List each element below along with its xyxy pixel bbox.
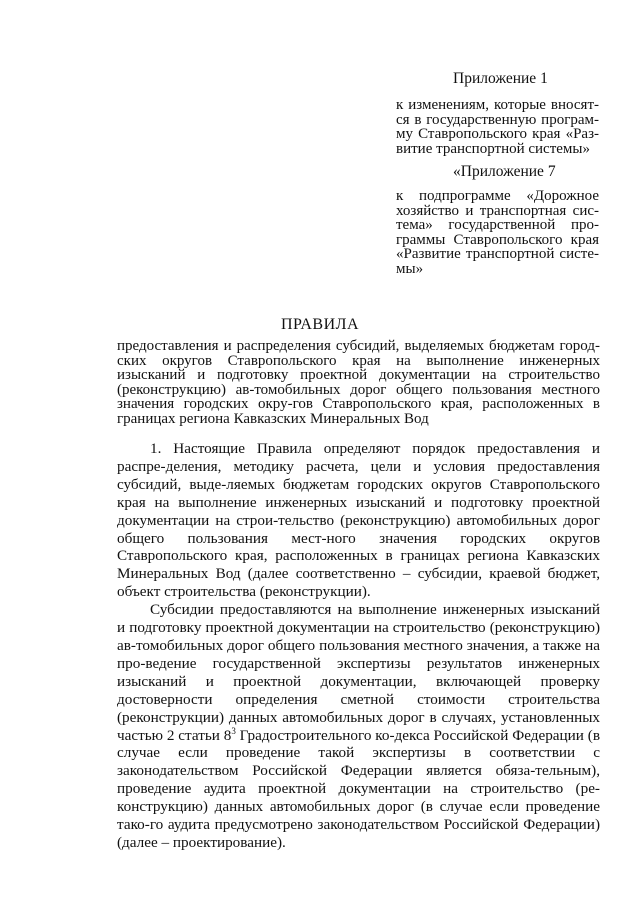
appendix-7-title: «Приложение 7	[453, 163, 556, 180]
paragraph-2-text-b: Градостроительного ко-декса Российской Федерации (в случае если проведение такой экспертизы в соответствии с законодательством Российской Федерации является обяза-тельным), проведение аудита проектной документации на строительство (ре-конструкцию) данных автомобильных дорог (в случае если проведение тако-го аудита предусмотрено законодательством Российской Федерации) (далее – проектирование).	[117, 726, 600, 851]
appendix-description: к изменениям, которые вносят-ся в государственную програм-му Ставропольского края «Раз-витие транспортной системы»	[396, 97, 599, 157]
paragraph-1: 1. Настоящие Правила определяют порядок предоставления и распре-деления, методику расчета, цели и условия предоставления субсидий, выде-ляемых бюджетам городских округов Ставропольского края на выполнение инженерных изысканий и подготовку проектной документации на строи-тельство (реконструкцию) автомобильных дорог общего пользования мест-ного значения городских округов Ставропольского края, расположенных в границах региона Кавказских Минеральных Вод (далее соответственно – субсидии, краевой бюджет, объект строительства (реконструкции).	[117, 440, 600, 601]
article-superscript: 3	[231, 725, 236, 736]
paragraph-2-text-a: Субсидии предоставляются на выполнение инженерных изысканий и подготовку проектной документации на строительство (реконструкцию) ав-томобильных дорог общего пользования местного значения, а также на про-ведение государственной экспертизы результатов инженерных изысканий и проектной документации, включающей проверку достоверности определения сметной стоимости строительства (реконструкции) данных автомобильных дорог в случаях, установленных частью 2 статьи 8	[117, 601, 600, 744]
rules-heading: ПРАВИЛА	[280, 316, 360, 333]
rules-subtitle: предоставления и распределения субсидий, выделяемых бюджетам город-ских округов Ставропольского края на выполнение инженерных изысканий и подготовку проектной документации на строительство (реконструкцию) ав-томобильных дорог общего пользования местного значения городских окру-гов Ставропольского края, расположенных в границах региона Кавказских Минеральных Вод	[117, 338, 600, 427]
appendix-title: Приложение 1	[453, 70, 548, 87]
paragraph-2	[117, 601, 600, 852]
rules-body	[117, 440, 600, 852]
subprogram-description: к подпрограмме «Дорожное хозяйство и транспортная сис-тема» государственной про-граммы Ставропольского края «Развитие транспортной систе-мы»	[396, 188, 599, 277]
